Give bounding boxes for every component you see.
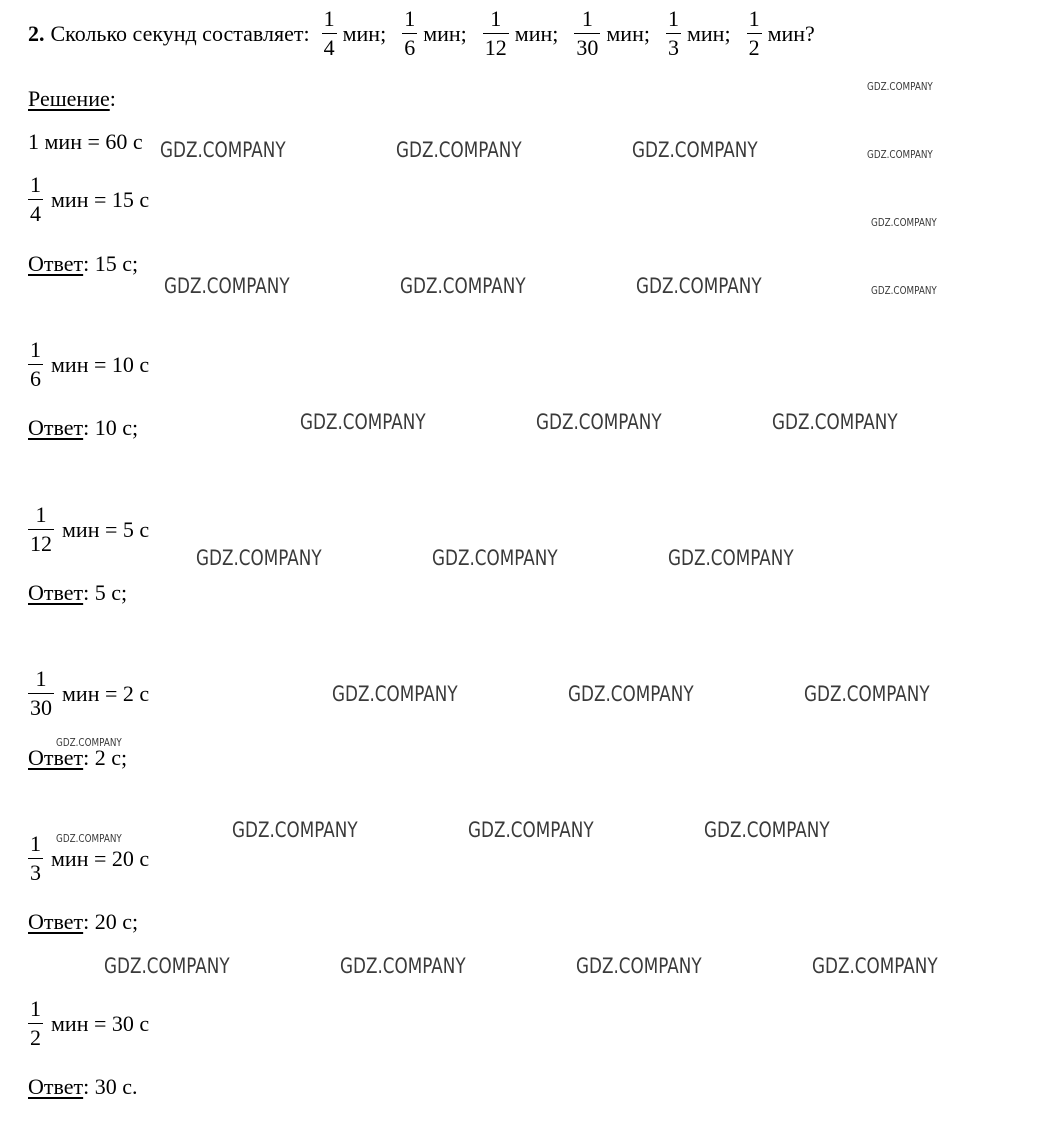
watermark: GDZ.COMPANY [871, 284, 937, 297]
watermark: GDZ.COMPANY [636, 274, 762, 298]
step-answer: Ответ: 2 с; [28, 745, 128, 770]
step-equation: $\frac{1}{2}$ мин = 30 с [30, 996, 150, 1050]
watermark: GDZ.COMPANY [104, 954, 230, 978]
task-fraction: $\frac{1}{12}$ [484, 6, 507, 60]
watermark: GDZ.COMPANY [400, 274, 526, 298]
watermark: GDZ.COMPANY [340, 954, 466, 978]
task-question: Сколько секунд составляет: [50, 20, 310, 46]
base-relation: 1 мин = 60 с [28, 129, 143, 154]
task-statement: 2. Сколько секунд составляет: $\frac{1}{4}$ мин ; $\frac{1}{6}$ мин ; $\frac{1}{12}$ мин ; $\frac{1}{30}$ мин ; $\frac{1}{3}$ мин ; $\frac{1}{2}$ мин ? [28, 6, 815, 60]
watermark: GDZ.COMPANY [871, 216, 937, 229]
unit-text: мин [342, 20, 381, 46]
task-fraction: $\frac{1}{2}$ [748, 6, 760, 60]
watermark: GDZ.COMPANY [812, 954, 938, 978]
watermark: GDZ.COMPANY [468, 818, 594, 842]
watermark: GDZ.COMPANY [332, 682, 458, 706]
task-number: 2. [28, 20, 45, 46]
watermark: GDZ.COMPANY [668, 546, 794, 570]
task-fraction: $\frac{1}{3}$ [667, 6, 679, 60]
step-answer: Ответ: 5 с; [28, 580, 128, 605]
watermark: GDZ.COMPANY [568, 682, 694, 706]
watermark: GDZ.COMPANY [300, 410, 426, 434]
watermark: GDZ.COMPANY [704, 818, 830, 842]
step-equation: $\frac{1}{30}$ мин = 2 с [30, 666, 150, 720]
watermark: GDZ.COMPANY [772, 410, 898, 434]
watermark: GDZ.COMPANY [56, 832, 122, 845]
step-equation: $\frac{1}{3}$ мин = 20 с [30, 831, 150, 885]
watermark: GDZ.COMPANY [867, 80, 933, 93]
step-answer: Ответ: 20 с; [28, 909, 139, 934]
watermark: GDZ.COMPANY [632, 138, 758, 162]
task-fraction: $\frac{1}{30}$ [576, 6, 599, 60]
task-fraction: $\frac{1}{4}$ [323, 6, 335, 60]
watermark: GDZ.COMPANY [232, 818, 358, 842]
watermark: GDZ.COMPANY [804, 682, 930, 706]
watermark: GDZ.COMPANY [432, 546, 558, 570]
watermark: GDZ.COMPANY [56, 736, 122, 749]
step-equation: $\frac{1}{4}$ мин = 15 с [30, 172, 150, 226]
task-fraction: $\frac{1}{6}$ [404, 6, 416, 60]
step-answer: Ответ: 10 с; [28, 415, 139, 440]
watermark: GDZ.COMPANY [196, 546, 322, 570]
unit-text: мин [514, 20, 553, 46]
watermark: GDZ.COMPANY [576, 954, 702, 978]
solution-heading: Решение: [28, 86, 116, 111]
watermark: GDZ.COMPANY [536, 410, 662, 434]
unit-text: мин [423, 20, 461, 46]
unit-text: мин [606, 20, 644, 46]
unit-text: мин [767, 20, 806, 46]
watermark: GDZ.COMPANY [164, 274, 290, 298]
unit-text: мин [686, 20, 725, 46]
step-answer: Ответ: 15 с; [28, 251, 139, 276]
step-answer: Ответ: 30 с. [28, 1074, 138, 1099]
watermark: GDZ.COMPANY [160, 138, 286, 162]
watermark: GDZ.COMPANY [867, 148, 933, 161]
watermark: GDZ.COMPANY [396, 138, 522, 162]
step-equation: $\frac{1}{12}$ мин = 5 с [30, 502, 150, 556]
step-equation: $\frac{1}{6}$ мин = 10 с [30, 337, 150, 391]
